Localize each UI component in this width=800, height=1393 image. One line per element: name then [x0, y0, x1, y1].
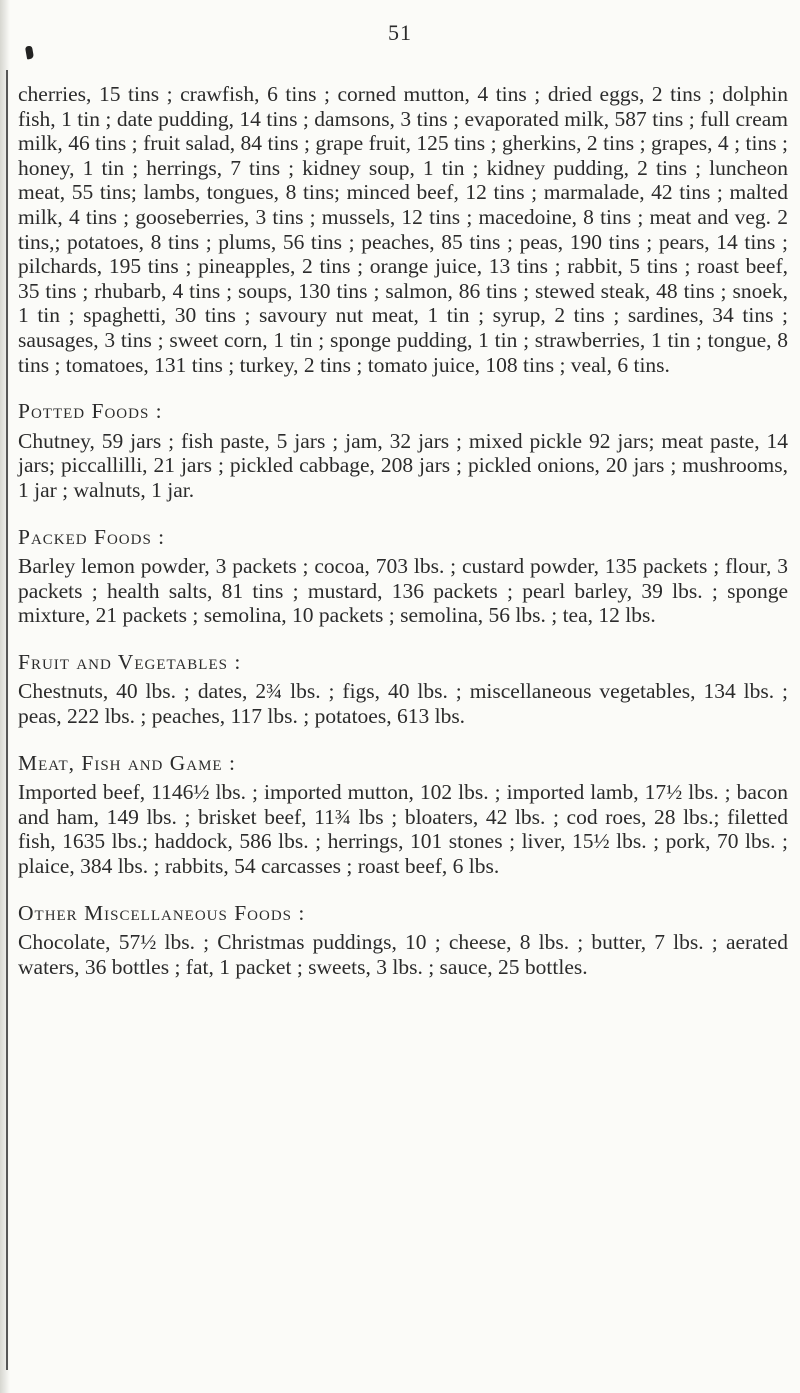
section-heading: Packed Foods :: [18, 524, 166, 549]
page-body: [18, 82, 788, 979]
section-text: Imported beef, 1146½ lbs. ; imported mutton, 102 lbs. ; imported lamb, 17½ lbs. ; bacon and ham, 149 lbs. ; brisket beef, 11¾ lbs ; bloaters, 42 lbs. ; cod roes, 28 lbs.; filetted fish, 1635 lbs.; haddock, 586 lbs. ; herrings, 101 stones ; liver, 15½ lbs. ; pork, 70 lbs. ; plaice, 384 lbs. ; rabbits, 54 carcasses ; roast beef, 6 lbs.: [18, 780, 788, 879]
section-packed-foods: [18, 525, 788, 628]
margin-rule: [6, 70, 8, 1370]
section-text: Chutney, 59 jars ; fish paste, 5 jars ; jam, 32 jars ; mixed pickle 92 jars; meat paste, 14 jars; piccallilli, 21 jars ; pickled cabbage, 208 jars ; pickled onions, 20 jars ; mushrooms, 1 jar ; walnuts, 1 jar.: [18, 428, 788, 502]
page-number: 51: [388, 20, 412, 45]
section-heading: Fruit and Vegetables :: [18, 649, 242, 674]
intro-paragraph: cherries, 15 tins ; crawfish, 6 tins ; corned mutton, 4 tins ; dried eggs, 2 tins ; dolphin fish, 1 tin ; date pudding, 14 tins ; damsons, 3 tins ; evaporated milk, 587 tins ; full cream milk, 46 tins ; fruit salad, 84 tins ; grape fruit, 125 tins ; gherkins, 2 tins ; grapes, 4 ; tins ; honey, 1 tin ; herrings, 7 tins ; kidney soup, 1 tin ; kidney pudding, 2 tins ; luncheon meat, 55 tins; lambs, tongues, 8 tins; minced beef, 12 tins ; marmalade, 42 tins ; malted milk, 4 tins ; gooseberries, 3 tins ; mussels, 12 tins ; macedoine, 8 tins ; meat and veg. 2 tins,; potatoes, 8 tins ; plums, 56 tins ; peaches, 85 tins ; peas, 190 tins ; pears, 14 tins ; pilchards, 195 tins ; pineapples, 2 tins ; orange juice, 13 tins ; rabbit, 5 tins ; roast beef, 35 tins ; rhubarb, 4 tins ; soups, 130 tins ; salmon, 86 tins ; stewed steak, 48 tins ; snoek, 1 tin ; spaghetti, 30 tins ; savoury nut meat, 1 tin ; syrup, 2 tins ; sardines, 34 tins ; sausages, 3 tins ; sweet corn, 1 tin ; sponge pudding, 1 tin ; strawberries, 1 tin ; tongue, 8 tins ; tomatoes, 131 tins ; turkey, 2 tins ; tomato juice, 108 tins ; veal, 6 tins.: [18, 82, 788, 377]
page-binding-edge: [0, 0, 10, 1393]
ink-mark: [25, 45, 34, 59]
section-fruit-and-vegetables: [18, 650, 788, 729]
section-heading: Meat, Fish and Game :: [18, 750, 236, 775]
section-text: Chestnuts, 40 lbs. ; dates, 2¾ lbs. ; figs, 40 lbs. ; miscellaneous vegetables, 134 lbs. ; peas, 222 lbs. ; peaches, 117 lbs. ; potatoes, 613 lbs.: [18, 679, 788, 729]
section-text: Barley lemon powder, 3 packets ; cocoa, 703 lbs. ; custard powder, 135 packets ; flour, 3 packets ; health salts, 81 tins ; mustard, 136 packets ; pearl barley, 39 lbs. ; sponge mixture, 21 packets ; semolina, 10 packets ; semolina, 56 lbs. ; tea, 12 lbs.: [18, 554, 788, 628]
section-heading: Potted Foods :: [18, 399, 163, 424]
section-potted-foods: [18, 399, 788, 502]
section-heading: Other Miscellaneous Foods :: [18, 900, 306, 925]
section-meat-fish-game: [18, 751, 788, 879]
section-other-miscellaneous-foods: [18, 901, 788, 980]
section-text: Chocolate, 57½ lbs. ; Christmas puddings, 10 ; cheese, 8 lbs. ; butter, 7 lbs. ; aerated waters, 36 bottles ; fat, 1 packet ; sweets, 3 lbs. ; sauce, 25 bottles.: [18, 930, 788, 979]
